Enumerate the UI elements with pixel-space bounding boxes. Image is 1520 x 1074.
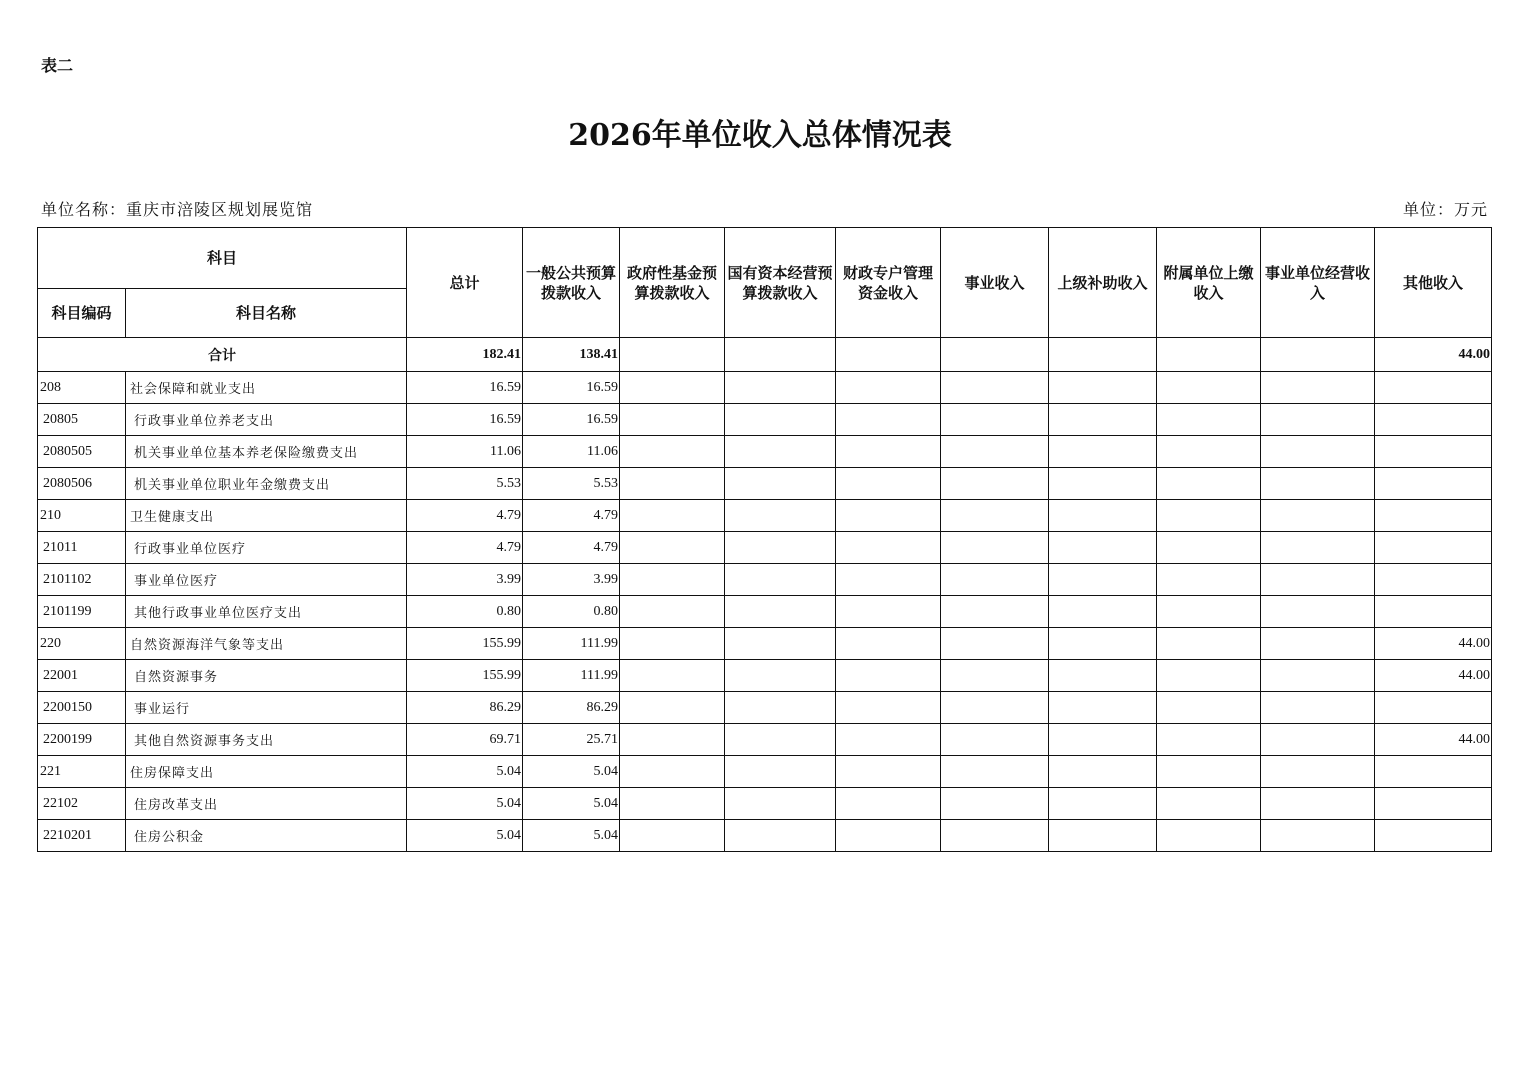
table-row (38, 404, 1492, 436)
row-cell-other (1375, 372, 1492, 404)
row-cell-general-budget: 16.59 (523, 404, 620, 436)
row-cell-operating (1261, 628, 1375, 660)
header-operating: 事业单位经营收入 (1261, 228, 1375, 338)
row-cell-gov-fund (620, 756, 725, 788)
total-cell-affiliated (1157, 338, 1261, 372)
row-cell-superior-subsidy (1049, 564, 1157, 596)
total-label: 合计 (38, 338, 407, 372)
table-label: 表二 (41, 56, 74, 75)
row-cell-state-capital (725, 724, 836, 756)
row-cell-superior-subsidy (1049, 724, 1157, 756)
row-cell-business (941, 628, 1049, 660)
table-row (38, 820, 1492, 852)
row-cell-superior-subsidy (1049, 404, 1157, 436)
row-cell-total: 11.06 (407, 436, 523, 468)
row-subject-name: 事业运行 (126, 692, 407, 724)
table-row (38, 596, 1492, 628)
table-row (38, 756, 1492, 788)
row-cell-business (941, 532, 1049, 564)
row-cell-total: 155.99 (407, 628, 523, 660)
row-cell-general-budget: 3.99 (523, 564, 620, 596)
row-cell-general-budget: 5.04 (523, 756, 620, 788)
row-cell-other (1375, 436, 1492, 468)
row-cell-other (1375, 756, 1492, 788)
row-cell-fiscal-account (836, 532, 941, 564)
row-cell-general-budget: 0.80 (523, 596, 620, 628)
row-subject-code: 22001 (38, 660, 126, 692)
table-row (38, 564, 1492, 596)
row-cell-other: 44.00 (1375, 628, 1492, 660)
row-cell-fiscal-account (836, 628, 941, 660)
total-cell-operating (1261, 338, 1375, 372)
row-cell-superior-subsidy (1049, 468, 1157, 500)
row-cell-total: 5.04 (407, 788, 523, 820)
total-cell-total: 182.41 (407, 338, 523, 372)
row-cell-business (941, 404, 1049, 436)
unit-measure: 单位：万元 (1402, 200, 1488, 219)
row-cell-affiliated (1157, 628, 1261, 660)
row-cell-state-capital (725, 788, 836, 820)
row-subject-name: 社会保障和就业支出 (126, 372, 407, 404)
row-cell-total: 5.53 (407, 468, 523, 500)
row-cell-affiliated (1157, 372, 1261, 404)
row-cell-fiscal-account (836, 372, 941, 404)
row-cell-superior-subsidy (1049, 372, 1157, 404)
header-subject-code: 科目编码 (38, 289, 126, 338)
header-state-capital: 国有资本经营预算拨款收入 (725, 228, 836, 338)
row-subject-name: 其他自然资源事务支出 (126, 724, 407, 756)
row-cell-total: 5.04 (407, 756, 523, 788)
row-cell-state-capital (725, 372, 836, 404)
header-general-budget: 一般公共预算拨款收入 (523, 228, 620, 338)
row-cell-fiscal-account (836, 500, 941, 532)
row-subject-code: 2080505 (38, 436, 126, 468)
header-business: 事业收入 (941, 228, 1049, 338)
row-cell-gov-fund (620, 724, 725, 756)
row-subject-code: 2210201 (38, 820, 126, 852)
header-gov-fund: 政府性基金预算拨款收入 (620, 228, 725, 338)
row-cell-general-budget: 5.53 (523, 468, 620, 500)
row-cell-business (941, 468, 1049, 500)
unit-name: 单位名称：重庆市涪陵区规划展览馆 (41, 200, 314, 219)
row-cell-affiliated (1157, 692, 1261, 724)
row-cell-business (941, 724, 1049, 756)
row-cell-business (941, 372, 1049, 404)
row-cell-state-capital (725, 660, 836, 692)
row-subject-code: 210 (38, 500, 126, 532)
row-cell-operating (1261, 468, 1375, 500)
row-cell-other: 44.00 (1375, 724, 1492, 756)
row-subject-code: 221 (38, 756, 126, 788)
row-cell-gov-fund (620, 500, 725, 532)
row-cell-state-capital (725, 628, 836, 660)
total-cell-general-budget: 138.41 (523, 338, 620, 372)
row-cell-gov-fund (620, 372, 725, 404)
row-subject-code: 2200199 (38, 724, 126, 756)
row-cell-general-budget: 86.29 (523, 692, 620, 724)
row-subject-code: 22102 (38, 788, 126, 820)
row-subject-name: 行政事业单位医疗 (126, 532, 407, 564)
row-cell-state-capital (725, 436, 836, 468)
row-cell-affiliated (1157, 756, 1261, 788)
row-subject-name: 自然资源事务 (126, 660, 407, 692)
total-cell-fiscal-account (836, 338, 941, 372)
row-cell-state-capital (725, 500, 836, 532)
row-cell-other: 44.00 (1375, 660, 1492, 692)
row-cell-operating (1261, 596, 1375, 628)
row-cell-fiscal-account (836, 724, 941, 756)
page-title: 2026年单位收入总体情况表 (568, 118, 952, 153)
table-row (38, 372, 1492, 404)
row-cell-gov-fund (620, 596, 725, 628)
row-cell-gov-fund (620, 628, 725, 660)
row-subject-code: 2101102 (38, 564, 126, 596)
row-cell-business (941, 660, 1049, 692)
row-cell-general-budget: 16.59 (523, 372, 620, 404)
row-cell-business (941, 436, 1049, 468)
row-cell-business (941, 820, 1049, 852)
row-cell-other (1375, 468, 1492, 500)
row-subject-name: 机关事业单位基本养老保险缴费支出 (126, 436, 407, 468)
row-cell-fiscal-account (836, 468, 941, 500)
table-row (38, 724, 1492, 756)
row-cell-state-capital (725, 756, 836, 788)
row-cell-superior-subsidy (1049, 500, 1157, 532)
header-subject-name: 科目名称 (126, 289, 407, 338)
row-cell-total: 0.80 (407, 596, 523, 628)
row-cell-superior-subsidy (1049, 788, 1157, 820)
row-cell-affiliated (1157, 404, 1261, 436)
total-cell-gov-fund (620, 338, 725, 372)
row-cell-superior-subsidy (1049, 756, 1157, 788)
row-cell-affiliated (1157, 436, 1261, 468)
row-cell-business (941, 756, 1049, 788)
row-cell-other (1375, 692, 1492, 724)
row-cell-affiliated (1157, 788, 1261, 820)
row-cell-total: 4.79 (407, 500, 523, 532)
row-cell-state-capital (725, 820, 836, 852)
row-cell-fiscal-account (836, 404, 941, 436)
total-cell-other: 44.00 (1375, 338, 1492, 372)
row-cell-operating (1261, 724, 1375, 756)
row-cell-superior-subsidy (1049, 532, 1157, 564)
header-superior-subsidy: 上级补助收入 (1049, 228, 1157, 338)
row-cell-gov-fund (620, 788, 725, 820)
row-cell-general-budget: 4.79 (523, 532, 620, 564)
row-cell-general-budget: 111.99 (523, 628, 620, 660)
row-cell-fiscal-account (836, 660, 941, 692)
row-cell-gov-fund (620, 660, 725, 692)
row-subject-code: 20805 (38, 404, 126, 436)
row-cell-other (1375, 404, 1492, 436)
row-subject-name: 住房保障支出 (126, 756, 407, 788)
table-row (38, 436, 1492, 468)
row-subject-name: 住房改革支出 (126, 788, 407, 820)
header-other: 其他收入 (1375, 228, 1492, 338)
row-cell-gov-fund (620, 404, 725, 436)
row-cell-affiliated (1157, 820, 1261, 852)
row-cell-total: 5.04 (407, 820, 523, 852)
row-subject-name: 事业单位医疗 (126, 564, 407, 596)
row-cell-affiliated (1157, 564, 1261, 596)
row-subject-name: 卫生健康支出 (126, 500, 407, 532)
row-cell-operating (1261, 532, 1375, 564)
row-cell-total: 3.99 (407, 564, 523, 596)
row-cell-other (1375, 500, 1492, 532)
row-subject-code: 220 (38, 628, 126, 660)
row-cell-fiscal-account (836, 596, 941, 628)
row-cell-other (1375, 564, 1492, 596)
row-cell-state-capital (725, 692, 836, 724)
row-cell-fiscal-account (836, 436, 941, 468)
row-subject-code: 2101199 (38, 596, 126, 628)
row-cell-total: 16.59 (407, 372, 523, 404)
row-cell-gov-fund (620, 564, 725, 596)
table-row (38, 788, 1492, 820)
row-cell-general-budget: 4.79 (523, 500, 620, 532)
row-cell-other (1375, 532, 1492, 564)
header-fiscal-account: 财政专户管理资金收入 (836, 228, 941, 338)
header-affiliated: 附属单位上缴收入 (1157, 228, 1261, 338)
total-cell-business (941, 338, 1049, 372)
row-cell-general-budget: 5.04 (523, 820, 620, 852)
row-cell-total: 69.71 (407, 724, 523, 756)
row-cell-total: 16.59 (407, 404, 523, 436)
row-cell-other (1375, 596, 1492, 628)
row-cell-fiscal-account (836, 788, 941, 820)
row-cell-operating (1261, 660, 1375, 692)
row-subject-name: 自然资源海洋气象等支出 (126, 628, 407, 660)
row-cell-fiscal-account (836, 756, 941, 788)
row-cell-gov-fund (620, 468, 725, 500)
row-cell-superior-subsidy (1049, 436, 1157, 468)
row-cell-gov-fund (620, 436, 725, 468)
row-cell-operating (1261, 756, 1375, 788)
row-subject-code: 2080506 (38, 468, 126, 500)
row-subject-code: 208 (38, 372, 126, 404)
row-cell-affiliated (1157, 500, 1261, 532)
row-cell-fiscal-account (836, 564, 941, 596)
row-cell-total: 4.79 (407, 532, 523, 564)
row-cell-total: 86.29 (407, 692, 523, 724)
row-cell-superior-subsidy (1049, 628, 1157, 660)
table-row (38, 692, 1492, 724)
table-row (38, 628, 1492, 660)
row-cell-affiliated (1157, 532, 1261, 564)
table-row (38, 468, 1492, 500)
row-cell-fiscal-account (836, 692, 941, 724)
row-cell-business (941, 788, 1049, 820)
header-total: 总计 (407, 228, 523, 338)
total-cell-superior-subsidy (1049, 338, 1157, 372)
row-cell-gov-fund (620, 532, 725, 564)
row-cell-superior-subsidy (1049, 692, 1157, 724)
header-subject: 科目 (38, 228, 407, 289)
income-table (37, 227, 1492, 852)
row-cell-operating (1261, 692, 1375, 724)
row-cell-state-capital (725, 596, 836, 628)
row-cell-affiliated (1157, 596, 1261, 628)
row-subject-name: 机关事业单位职业年金缴费支出 (126, 468, 407, 500)
row-cell-general-budget: 111.99 (523, 660, 620, 692)
row-cell-gov-fund (620, 692, 725, 724)
row-subject-code: 21011 (38, 532, 126, 564)
row-subject-name: 行政事业单位养老支出 (126, 404, 407, 436)
row-cell-affiliated (1157, 724, 1261, 756)
row-cell-operating (1261, 564, 1375, 596)
row-cell-business (941, 596, 1049, 628)
row-cell-operating (1261, 436, 1375, 468)
row-cell-operating (1261, 820, 1375, 852)
total-row (38, 338, 1492, 372)
table-row (38, 660, 1492, 692)
row-subject-code: 2200150 (38, 692, 126, 724)
row-cell-state-capital (725, 564, 836, 596)
row-cell-affiliated (1157, 468, 1261, 500)
total-cell-state-capital (725, 338, 836, 372)
row-cell-business (941, 564, 1049, 596)
row-cell-operating (1261, 372, 1375, 404)
row-cell-business (941, 500, 1049, 532)
row-cell-affiliated (1157, 660, 1261, 692)
row-subject-name: 其他行政事业单位医疗支出 (126, 596, 407, 628)
row-cell-superior-subsidy (1049, 660, 1157, 692)
row-cell-superior-subsidy (1049, 596, 1157, 628)
row-cell-other (1375, 820, 1492, 852)
row-cell-operating (1261, 500, 1375, 532)
row-cell-operating (1261, 788, 1375, 820)
row-cell-general-budget: 5.04 (523, 788, 620, 820)
row-cell-fiscal-account (836, 820, 941, 852)
row-cell-business (941, 692, 1049, 724)
row-cell-other (1375, 788, 1492, 820)
table-row (38, 500, 1492, 532)
row-cell-superior-subsidy (1049, 820, 1157, 852)
row-cell-total: 155.99 (407, 660, 523, 692)
row-cell-state-capital (725, 532, 836, 564)
row-cell-general-budget: 25.71 (523, 724, 620, 756)
row-subject-name: 住房公积金 (126, 820, 407, 852)
row-cell-gov-fund (620, 820, 725, 852)
table-row (38, 532, 1492, 564)
row-cell-state-capital (725, 404, 836, 436)
row-cell-state-capital (725, 468, 836, 500)
row-cell-general-budget: 11.06 (523, 436, 620, 468)
row-cell-operating (1261, 404, 1375, 436)
